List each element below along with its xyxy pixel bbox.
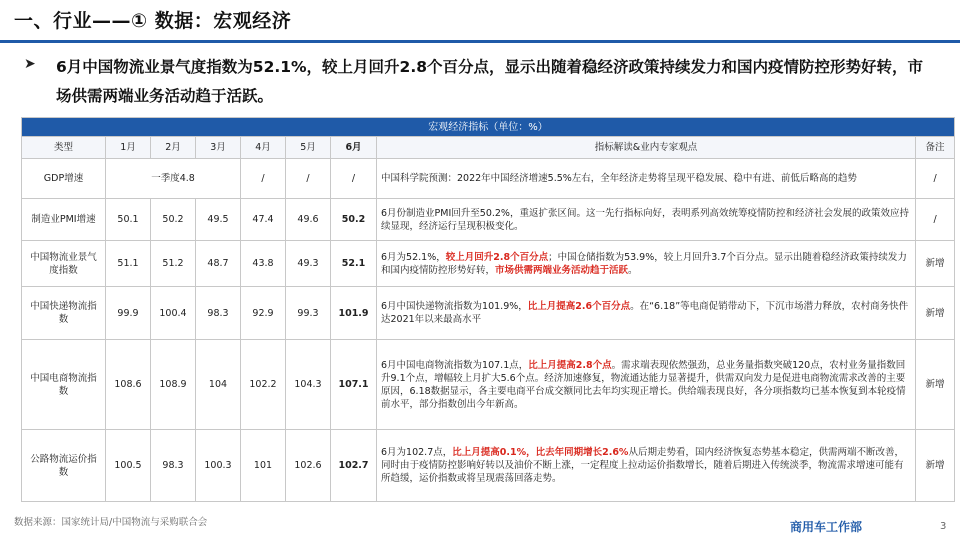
header-mar: 3月	[196, 137, 241, 159]
note-text: 6月为52.1%，	[381, 251, 446, 263]
note-text: 。需求端表现依然强劲，总业务量指数突破120点，农村业务量指数回升9.1个点，增幅较上月扩大5.6个点。经济加速修复，物流通达能力显著提升，供需双向发力是促进电商物流需求改善的主要原因，6.18数据显示，各主要电商平台成交额同比去年均实现正增长。供给端表现良好，各分项指数均已基本恢复到本轮疫情前水平，部分指数创出今年新高。	[381, 359, 906, 410]
q1-value: 一季度4.8	[106, 159, 241, 199]
mar-value: 104	[196, 340, 241, 430]
note-text: 。在“6.18”等电商促销带动下，下沉市场潜力释放，农村商务快件达2021年以来最高水平	[381, 301, 909, 325]
may-value: /	[286, 159, 331, 199]
apr-value: 43.8	[241, 241, 286, 287]
mar-value: 98.3	[196, 287, 241, 340]
feb-value: 51.2	[151, 241, 196, 287]
row-type: 中国物流业景气度指数	[22, 241, 106, 287]
header-may: 5月	[286, 137, 331, 159]
table-row	[22, 241, 955, 287]
row-notes	[377, 159, 916, 199]
highlighted-note-text: 较上月回升2.8个百分点	[445, 251, 549, 263]
header-notes: 指标解读&业内专家观点	[377, 137, 916, 159]
jan-value: 50.1	[106, 199, 151, 241]
may-value: 49.3	[286, 241, 331, 287]
row-notes	[377, 340, 916, 430]
feb-value: 108.9	[151, 340, 196, 430]
header-jun: 6月	[331, 137, 377, 159]
note-text: ；中国仓储指数为53.9%，较上月回升3.7个百分点。显示出随着稳经济政策持续发力和国内疫情防控形势好转，	[381, 251, 907, 276]
header-jan: 1月	[106, 137, 151, 159]
note-text: 从后期走势看，国内经济恢复态势基本稳定，供需两端不断改善，同时由于疫情防控影响好转以及油价不断上涨，一定程度上拉动运价指数增长，随着后期进入传统淡季，物流需求增速可能有所趋缓，运价指数或将呈现震荡回落走势。	[381, 447, 904, 484]
jun-value: 102.7	[331, 430, 377, 502]
page-title: 一、行业——① 数据：宏观经济	[14, 10, 292, 32]
row-type: 中国电商物流指数	[22, 340, 106, 430]
may-value: 102.6	[286, 430, 331, 502]
table-row	[22, 287, 955, 340]
note-text: 中国科学院预测：2022年中国经济增速5.5%左右，全年经济走势将呈现平稳发展、稳中有进、前低后略高的趋势	[381, 173, 857, 184]
arrow-bullet-icon: ➤	[24, 56, 36, 72]
jan-value: 100.5	[106, 430, 151, 502]
row-remark: 新增	[916, 287, 955, 340]
table-row	[22, 340, 955, 430]
jun-value: /	[331, 159, 377, 199]
jan-value: 99.9	[106, 287, 151, 340]
note-text: 6月为102.7点，	[381, 447, 453, 458]
row-remark: /	[916, 199, 955, 241]
jun-value: 101.9	[331, 287, 377, 340]
mar-value: 49.5	[196, 199, 241, 241]
row-remark: 新增	[916, 241, 955, 287]
data-source-note: 数据来源：国家统计局/中国物流与采购联合会	[14, 517, 208, 528]
table-row	[22, 159, 955, 199]
note-text: 6月份制造业PMI回升至50.2%，重返扩张区间。这一先行指标向好，表明系列高效统筹疫情防控和经济社会发展的政策效应持续显现，经济运行呈现积极变化。	[381, 207, 909, 232]
row-notes	[377, 287, 916, 340]
mar-value: 100.3	[196, 430, 241, 502]
may-value: 104.3	[286, 340, 331, 430]
header-remark: 备注	[916, 137, 955, 159]
row-type: 中国快递物流指数	[22, 287, 106, 340]
row-remark: 新增	[916, 340, 955, 430]
feb-value: 50.2	[151, 199, 196, 241]
jun-value: 107.1	[331, 340, 377, 430]
department-brand: 商用车工作部	[790, 520, 863, 534]
jan-value: 108.6	[106, 340, 151, 430]
table-row	[22, 430, 955, 502]
row-remark: /	[916, 159, 955, 199]
mar-value: 48.7	[196, 241, 241, 287]
header-feb: 2月	[151, 137, 196, 159]
row-notes	[377, 241, 916, 287]
row-type: GDP增速	[22, 159, 106, 199]
may-value: 99.3	[286, 287, 331, 340]
highlighted-note-text: 比上月提高0.1%，比去年同期增长2.6%	[452, 447, 629, 458]
title-underline	[0, 40, 960, 43]
row-remark: 新增	[916, 430, 955, 502]
page-number: 3	[940, 521, 947, 532]
header-apr: 4月	[241, 137, 286, 159]
headline-text: 6月中国物流业景气度指数为52.1%，较上月回升2.8个百分点，显示出随着稳经济政策持续发力和国内疫情防控形势好转，市场供需两端业务活动趋于活跃。	[56, 58, 924, 105]
feb-value: 98.3	[151, 430, 196, 502]
note-text: 6月中国快递物流指数为101.9%，	[381, 301, 528, 312]
jan-value: 51.1	[106, 241, 151, 287]
apr-value: 101	[241, 430, 286, 502]
macro-indicators-table	[21, 117, 955, 502]
apr-value: 102.2	[241, 340, 286, 430]
row-type: 制造业PMI增速	[22, 199, 106, 241]
header-type: 类型	[22, 137, 106, 159]
jun-value: 50.2	[331, 199, 377, 241]
apr-value: /	[241, 159, 286, 199]
note-text: 6月中国电商物流指数为107.1点，	[381, 359, 529, 371]
apr-value: 92.9	[241, 287, 286, 340]
apr-value: 47.4	[241, 199, 286, 241]
table-row	[22, 199, 955, 241]
note-text: 。	[628, 264, 638, 276]
feb-value: 100.4	[151, 287, 196, 340]
highlighted-note-text: 比上月提高2.6个百分点	[527, 301, 631, 312]
table-caption: 宏观经济指标（单位：%）	[22, 118, 955, 137]
highlighted-note-text: 市场供需两端业务活动趋于活跃	[495, 264, 629, 276]
row-notes	[377, 430, 916, 502]
may-value: 49.6	[286, 199, 331, 241]
table-header-row	[22, 137, 955, 159]
row-notes	[377, 199, 916, 241]
highlighted-note-text: 比上月提高2.8个点	[528, 359, 612, 371]
jun-value: 52.1	[331, 241, 377, 287]
row-type: 公路物流运价指数	[22, 430, 106, 502]
